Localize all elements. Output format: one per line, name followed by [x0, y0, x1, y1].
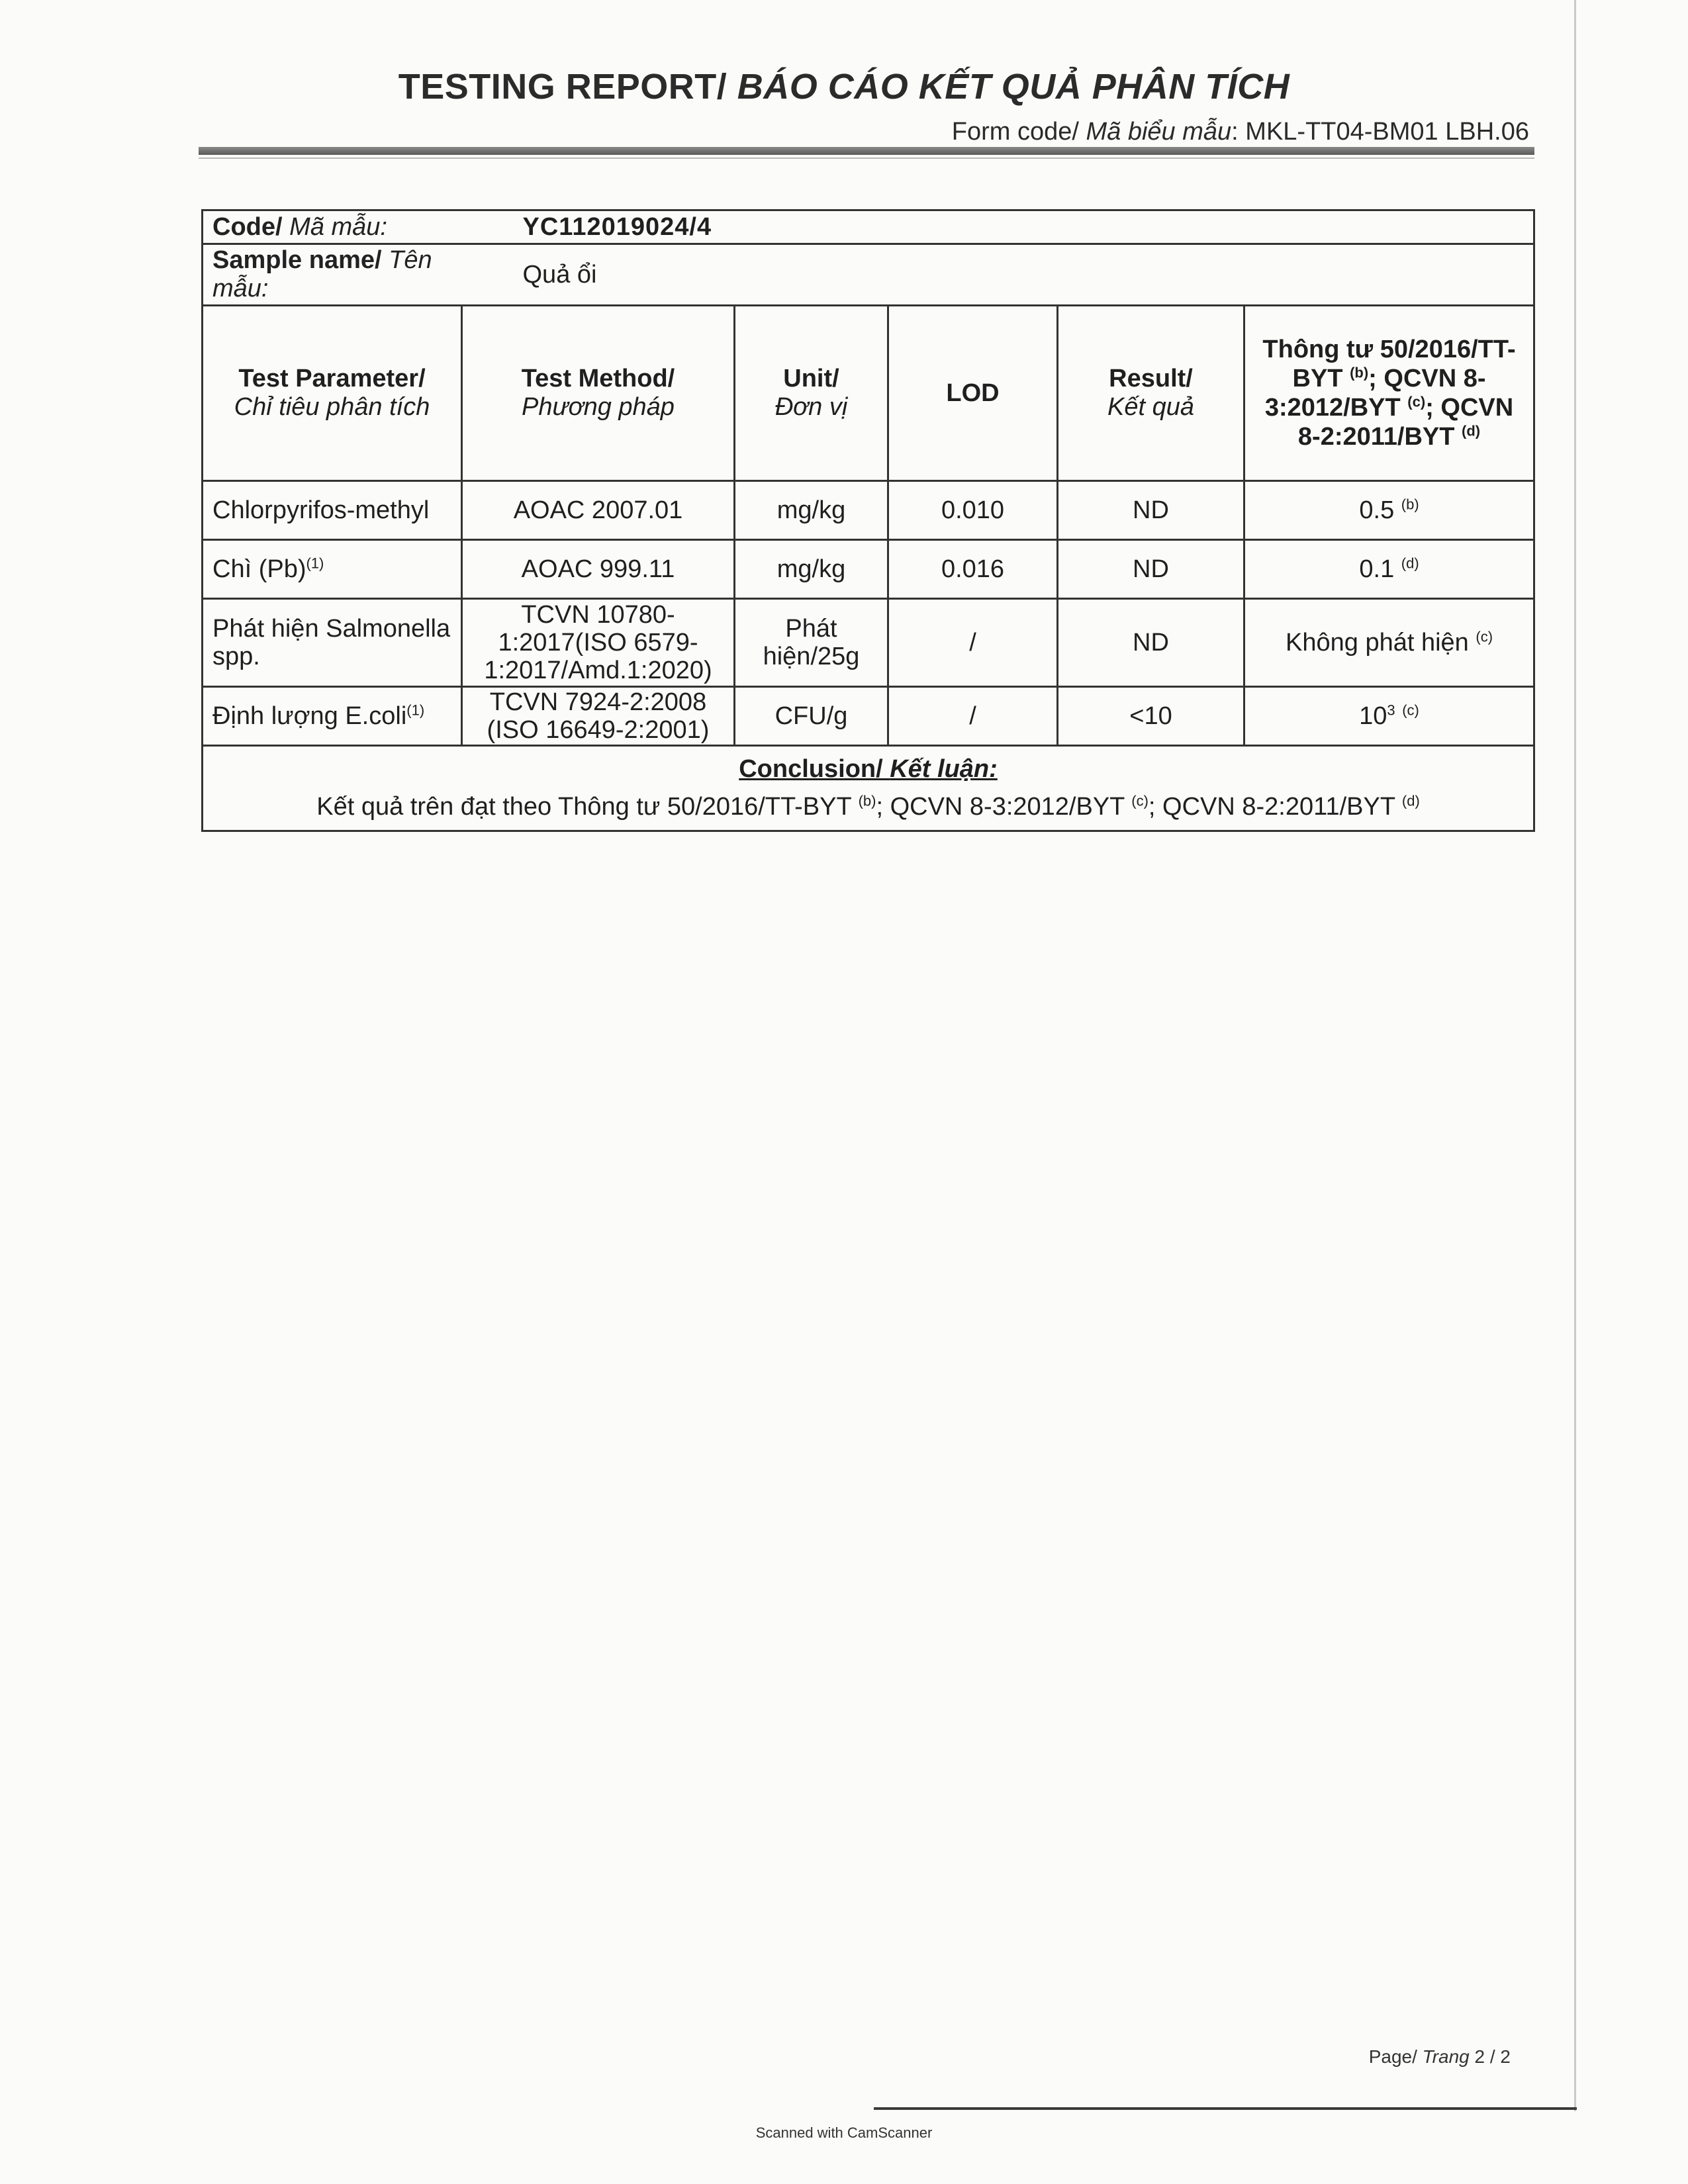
cell-limit: 0.5 $^{(b)}$ [1244, 481, 1534, 540]
cell-method: AOAC 999.11 [462, 540, 735, 599]
sample-code-value: YC112019024/4 [462, 210, 1534, 244]
form-code-label: Form code/ [951, 118, 1086, 146]
cell-lod: 0.016 [888, 540, 1058, 599]
cell-limit: Không phát hiện $^{(c)}$ [1244, 599, 1534, 687]
results-table [201, 209, 1535, 832]
cell-lod: / [888, 599, 1058, 687]
conclusion-text: Kết quả trên đạt theo Thông tư 50/2016/TT-BYT $^{(b)}$; QCVN 8-3:2012/BYT $^{(c)}$; QCVN 8-2:2011/BYT $^{(d)}$ [316, 792, 1420, 821]
cell-unit: mg/kg [735, 481, 888, 540]
cell-parameter: Chlorpyrifos-methyl [203, 481, 462, 540]
table-row [203, 540, 1534, 599]
col-header-standard: Thông tư 50/2016/TT-BYT $^{(b)}$; QCVN 8-3:2012/BYT $^{(c)}$; QCVN 8-2:2011/BYT $^{(d)}$ [1244, 306, 1534, 481]
cell-parameter: Định lượng E.coli$^{(1)}$ [203, 687, 462, 746]
cell-unit: CFU/g [735, 687, 888, 746]
conclusion-cell [203, 746, 1534, 831]
header-divider [199, 147, 1534, 155]
cell-lod: / [888, 687, 1058, 746]
page-number: Page/ Trang 2 / 2 [1368, 2046, 1511, 2067]
sample-name-label: Sample name/ Tên mẫu: [203, 244, 462, 306]
sample-name-value: Quả ổi [462, 244, 1534, 306]
report-title [0, 66, 1688, 107]
table-row [203, 687, 1534, 746]
cell-result: ND [1058, 599, 1244, 687]
table-row [203, 481, 1534, 540]
conclusion-title: Conclusion/ Kết luận: [739, 755, 998, 783]
report-title-vi: BÁO CÁO KẾT QUẢ PHÂN TÍCH [737, 67, 1290, 107]
col-header-unit: Unit/ Đơn vị [735, 306, 888, 481]
cell-lod: 0.010 [888, 481, 1058, 540]
conclusion-row [203, 746, 1534, 831]
sample-code-row [203, 210, 1534, 244]
form-code [952, 118, 1529, 146]
scan-edge-line [1574, 0, 1576, 2111]
col-header-lod: LOD [888, 306, 1058, 481]
table-header-row [203, 306, 1534, 481]
cell-result: ND [1058, 481, 1244, 540]
cell-unit: Phát hiện/25g [735, 599, 888, 687]
cell-limit: 0.1 $^{(d)}$ [1244, 540, 1534, 599]
cell-parameter: Chì $(Pb)^{(1)}$ [203, 540, 462, 599]
report-title-en: TESTING REPORT/ [398, 67, 737, 107]
header-divider-thin [199, 158, 1534, 159]
cell-method: AOAC 2007.01 [462, 481, 735, 540]
cell-limit: $10^3$ $^{(c)}$ [1244, 687, 1534, 746]
col-header-parameter: Test Parameter/ Chỉ tiêu phân tích [203, 306, 462, 481]
cell-method: TCVN 10780-1:2017(ISO 6579-1:2017/Amd.1:2020) [462, 599, 735, 687]
cell-result: ND [1058, 540, 1244, 599]
sample-code-label: Code/ Mã mẫu: [203, 210, 462, 244]
cell-unit: mg/kg [735, 540, 888, 599]
col-header-result: Result/ Kết quả [1058, 306, 1244, 481]
scan-watermark: Scanned with CamScanner [755, 2124, 933, 2141]
footer-divider [874, 2107, 1577, 2110]
sample-name-row [203, 244, 1534, 306]
col-header-method: Test Method/ Phương pháp [462, 306, 735, 481]
form-code-label-vi: Mã biểu mẫu [1086, 118, 1232, 146]
cell-method: TCVN 7924-2:2008 (ISO 16649-2:2001) [462, 687, 735, 746]
form-code-value: : MKL-TT04-BM01 LBH.06 [1231, 118, 1529, 146]
cell-parameter: Phát hiện Salmonella spp. [203, 599, 462, 687]
table-row [203, 599, 1534, 687]
cell-result: <10 [1058, 687, 1244, 746]
